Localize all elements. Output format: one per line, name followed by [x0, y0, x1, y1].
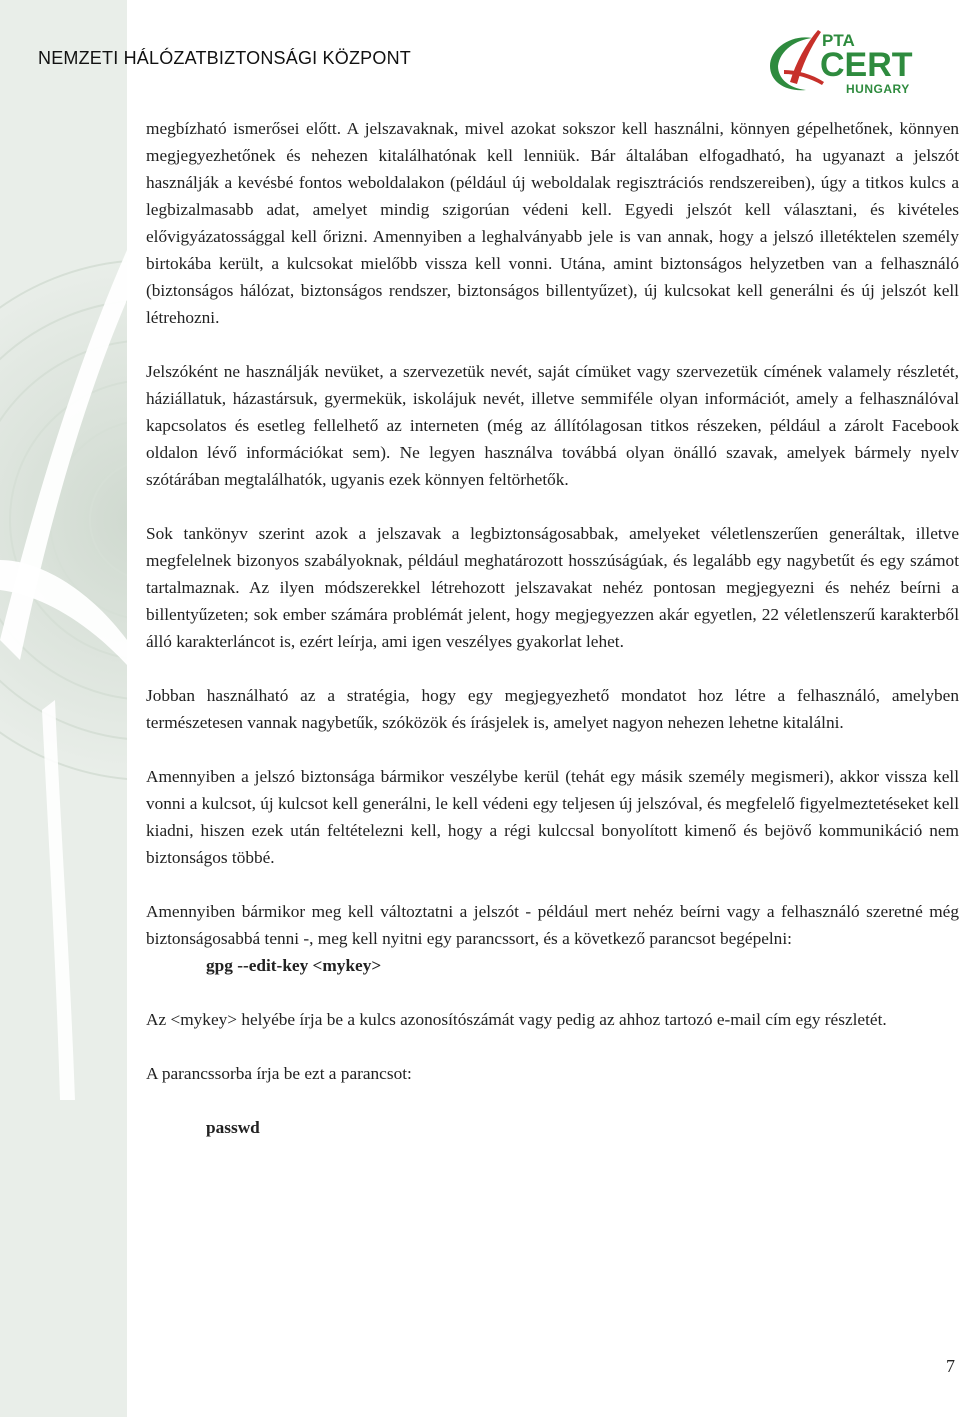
paragraph-1: megbízható ismerősei előtt. A jelszavaknak, mivel azokat sokszor kell használni, könnyen gépelhetőnek, könnyen megjegyezhetőnek és nehezen kitalálhatónak kell lenniük. Bár általában elfogadható, ha ugyanazt a jelszót használják a kevésbé fontos weboldalakon (például új weboldalak regisztrációs rendszereiben), úgy a titkos kulcs a legbizalmasabb adat, amelyet mindig szigorúan védeni kell. Egyedi jelszót kell választani, és kivételes elővigyázatossággal kell őrizni. Amennyiben a leghalványabb jele is van annak, hogy a jelszó illetéktelen személy birtokába került, a kulcsokat mielőbb vissza kell vonni. Utána, amint biztonságos helyzetben van a felhasználó (biztonságos hálózat, biztonságos rendszer, biztonságos billentyűzet), új kulcsokat kell generálni és új jelszót kell létrehozni.	[146, 119, 959, 327]
decorative-globe-graphic	[0, 0, 127, 1417]
pta-cert-logo	[766, 26, 952, 100]
paragraph-6: Amennyiben bármikor meg kell változtatni a jelszót - például mert nehéz beírni vagy a felhasználó szeretné még biztonságosabbá tenni -, meg kell nyitni egy parancssort, és a következő parancsot begépelni:	[146, 902, 959, 948]
paragraph-2: Jelszóként ne használják nevüket, a szervezetük nevét, saját címüket vagy szervezetük címének valamely részletét, háziállatuk, házastársuk, gyermekük, iskolájuk nevét, illetve semmiféle olyan információt, amely a felhasználóval kapcsolatos és esetleg fellelhető az interneten (még az állítólagosan titkos részeken, például a zárolt Facebook oldalon lévő információkat sem). Ne legyen használva továbbá olyan önálló szavak, amelyek bármely nyelv szótárában megtalálhatók, ugyanis ezek könnyen feltörhetők.	[146, 362, 959, 489]
logo-top-text: PTA	[822, 31, 855, 50]
paragraph-4: Jobban használható az a stratégia, hogy egy megjegyezhető mondatot hoz létre a felhasználó, amelyben természetesen vannak nagybetűk, szóközök és írásjelek is, amelyet nagyon nehezen lehetne kitalálni.	[146, 686, 959, 732]
header-title: NEMZETI HÁLÓZATBIZTONSÁGI KÖZPONT	[38, 48, 411, 68]
paragraph-8: A parancssorba írja be ezt a parancsot:	[146, 1064, 412, 1083]
paragraph-5: Amennyiben a jelszó biztonsága bármikor veszélybe kerül (tehát egy másik személy megismeri), akkor vissza kell vonni a kulcsot, új kulcsot kell generálni, le kell védeni egy teljesen új jelszóval, és megfelelő figyelmeztetéseket kell kiadni, hiszen ezek után feltételezni kell, hogy a régi kulccsal bonyolított kimenő és bejövő kommunikáció nem biztonságos többé.	[146, 767, 959, 867]
page-number: 7	[946, 1356, 955, 1376]
document-body	[146, 115, 959, 1168]
paragraph-3: Sok tankönyv szerint azok a jelszavak a legbiztonságosabbak, amelyeket véletlenszerűen generáltak, illetve megfelelnek bizonyos szabályoknak, például meghatározott hosszúságúak, és legalább egy nagybetűt és egy számot tartalmaznak. Az ilyen módszerekkel létrehozott jelszavakat nehéz pontosan megjegyezni és nehéz beírni a billentyűzeten; sok ember számára problémát jelent, hogy megjegyezzen akár egyetlen, 22 véletlenszerű karakterből álló karakterláncot is, ezért leírja, ami igen veszélyes gyakorlat lehet.	[146, 524, 959, 651]
command-passwd: passwd	[206, 1118, 260, 1137]
command-edit-key: gpg --edit-key <mykey>	[206, 956, 382, 975]
paragraph-7: Az <mykey> helyébe írja be a kulcs azonosítószámát vagy pedig az ahhoz tartozó e-mail cím egy részletét.	[146, 1010, 887, 1029]
decorative-side-band	[0, 0, 127, 1417]
logo-main-text: CERT	[820, 46, 913, 84]
logo-bottom-text: HUNGARY	[846, 82, 910, 96]
